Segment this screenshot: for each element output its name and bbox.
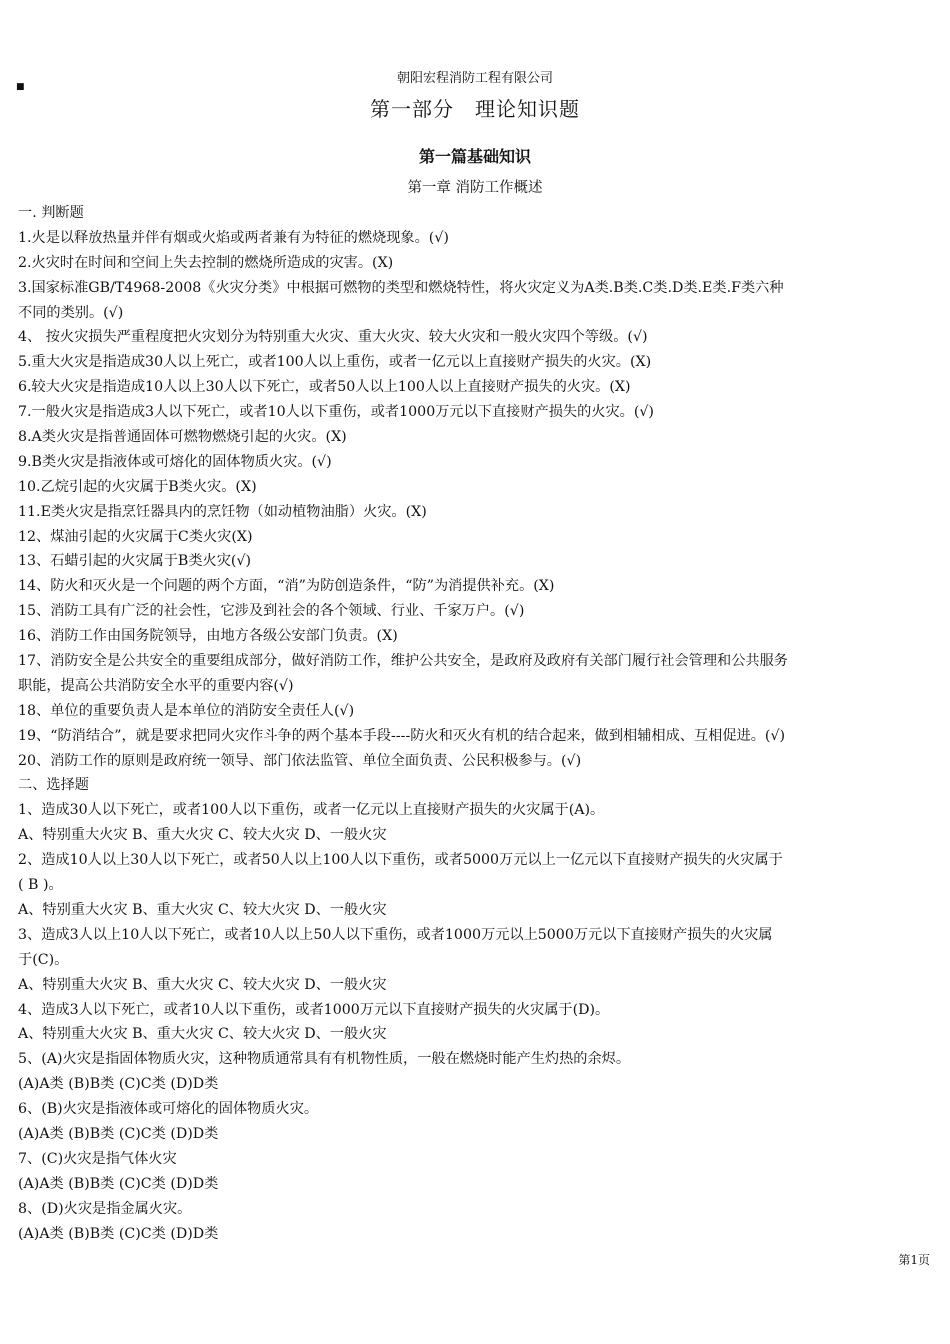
text-line: 一. 判断题	[18, 205, 84, 221]
text-line: A、特别重大火灾 B、重大火灾 C、较大火灾 D、一般火灾	[18, 901, 387, 918]
text-line: 5.重大火灾是指造成30人以上死亡，或者100人以上重伤，或者一亿元以上直接财产损失的火灾。(X)	[18, 354, 652, 371]
text-line: 8、(D)火灾是指金属火灾。	[18, 1200, 192, 1217]
text-line: 7.一般火灾是指造成3人以下死亡，或者10人以下重伤，或者1000万元以下直接财产损失的火灾。(√)	[18, 404, 654, 421]
text-line: 19、“防消结合”，就是要求把同火灾作斗争的两个基本手段----防火和灭火有机的结合起来，做到相辅相成、互相促进。(√)	[18, 727, 786, 744]
text-line: 20、消防工作的原则是政府统一领导、部门依法监管、单位全面负责、公民积极参与。(√)	[18, 752, 582, 769]
text-line: A、特别重大火灾 B、重大火灾 C、较大火灾 D、一般火灾	[18, 1026, 387, 1043]
page-number: 第1页	[898, 1253, 930, 1267]
text-line: 1.火是以释放热量并伴有烟或火焰或两者兼有为特征的燃烧现象。(√)	[18, 229, 449, 246]
text-line: 17、消防安全是公共安全的重要组成部分，做好消防工作，维护公共安全，是政府及政府有关部门履行社会管理和公共服务	[18, 653, 788, 670]
text-line: 1、造成30人以下死亡，或者100人以下重伤，或者一亿元以上直接财产损失的火灾属于(A)。	[18, 802, 605, 819]
text-line: (A)A类 (B)B类 (C)C类 (D)D类	[18, 1225, 219, 1242]
text-line: 11.E类火灾是指烹饪器具内的烹饪物（如动植物油脂）火灾。(X)	[18, 503, 427, 520]
text-line: 14、防火和灭火是一个问题的两个方面，“消”为防创造条件，“防”为消提供补充。(X)	[18, 578, 555, 595]
text-line: 二、选择题	[18, 777, 89, 794]
text-line: ( B )。	[18, 877, 63, 894]
text-line: 不同的类别。(√)	[18, 304, 124, 321]
document-body	[18, 201, 932, 1246]
text-line: 13、石蜡引起的火灾属于B类火灾(√)	[18, 553, 252, 570]
text-line: 2、造成10人以上30人以下死亡，或者50人以上100人以下重伤，或者5000万元以上一亿元以下直接财产损失的火灾属于	[18, 852, 783, 869]
text-line: A、特别重大火灾 B、重大火灾 C、较大火灾 D、一般火灾	[18, 827, 387, 844]
text-line: 职能，提高公共消防安全水平的重要内容(√)	[18, 677, 294, 694]
text-line: A、特别重大火灾 B、重大火灾 C、较大火灾 D、一般火灾	[18, 976, 387, 993]
text-line: (A)A类 (B)B类 (C)C类 (D)D类	[18, 1175, 219, 1192]
text-line: 3、造成3人以上10人以下死亡，或者10人以上50人以下重伤，或者1000万元以上5000万元以下直接财产损失的火灾属	[18, 926, 773, 943]
text-line: 3.国家标准GB/T4968-2008《火灾分类》中根据可燃物的类型和燃烧特性，将火灾定义为A类.B类.C类.D类.E类.F类六种	[18, 279, 784, 296]
text-line: 10.乙烷引起的火灾属于B类火灾。(X)	[18, 478, 257, 495]
company-header: 朝阳宏程消防工程有限公司	[396, 71, 553, 86]
text-line: 16、消防工作由国务院领导，由地方各级公安部门负责。(X)	[18, 628, 398, 645]
text-line: 15、消防工具有广泛的社会性，它涉及到社会的各个领域、行业、千家万户。(√)	[18, 603, 525, 620]
text-line: (A)A类 (B)B类 (C)C类 (D)D类	[18, 1125, 219, 1142]
text-line: 12、煤油引起的火灾属于C类火灾(X)	[18, 528, 253, 545]
text-line: 4、造成3人以下死亡，或者10人以下重伤，或者1000万元以下直接财产损失的火灾属于(D)。	[18, 1001, 610, 1018]
text-line: 9.B类火灾是指液体或可熔化的固体物质火灾。(√)	[18, 453, 332, 470]
text-line: (A)A类 (B)B类 (C)C类 (D)D类	[18, 1076, 219, 1093]
page-title: 第一部分 理论知识题	[370, 97, 580, 121]
text-line: 于(C)。	[18, 951, 69, 968]
text-line: 2.火灾时在时间和空间上失去控制的燃烧所造成的灾害。(X)	[18, 254, 394, 271]
text-line: 8.A类火灾是指普通固体可燃物燃烧引起的火灾。(X)	[18, 429, 347, 446]
text-line: 6.较大火灾是指造成10人以上30人以下死亡，或者50人以上100人以上直接财产损失的火灾。(X)	[18, 379, 631, 396]
chapter-heading: 第一章 消防工作概述	[407, 180, 543, 196]
text-line: 4、 按火灾损失严重程度把火灾划分为特别重大火灾、重大火灾、较大火灾和一般火灾四个等级。(√)	[18, 329, 648, 346]
text-line: 6、(B)火灾是指液体或可熔化的固体物质火灾。	[18, 1101, 319, 1118]
text-line: 5、(A)火灾是指固体物质火灾，这种物质通常具有有机物性质，一般在燃烧时能产生灼热的余烬。	[18, 1051, 631, 1068]
text-line: 18、单位的重要负责人是本单位的消防安全责任人(√)	[18, 702, 355, 719]
corner-mark: ■	[16, 82, 25, 92]
text-line: 7、(C)火灾是指气体火灾	[18, 1150, 177, 1167]
section-subtitle: 第一篇基础知识	[418, 147, 531, 166]
